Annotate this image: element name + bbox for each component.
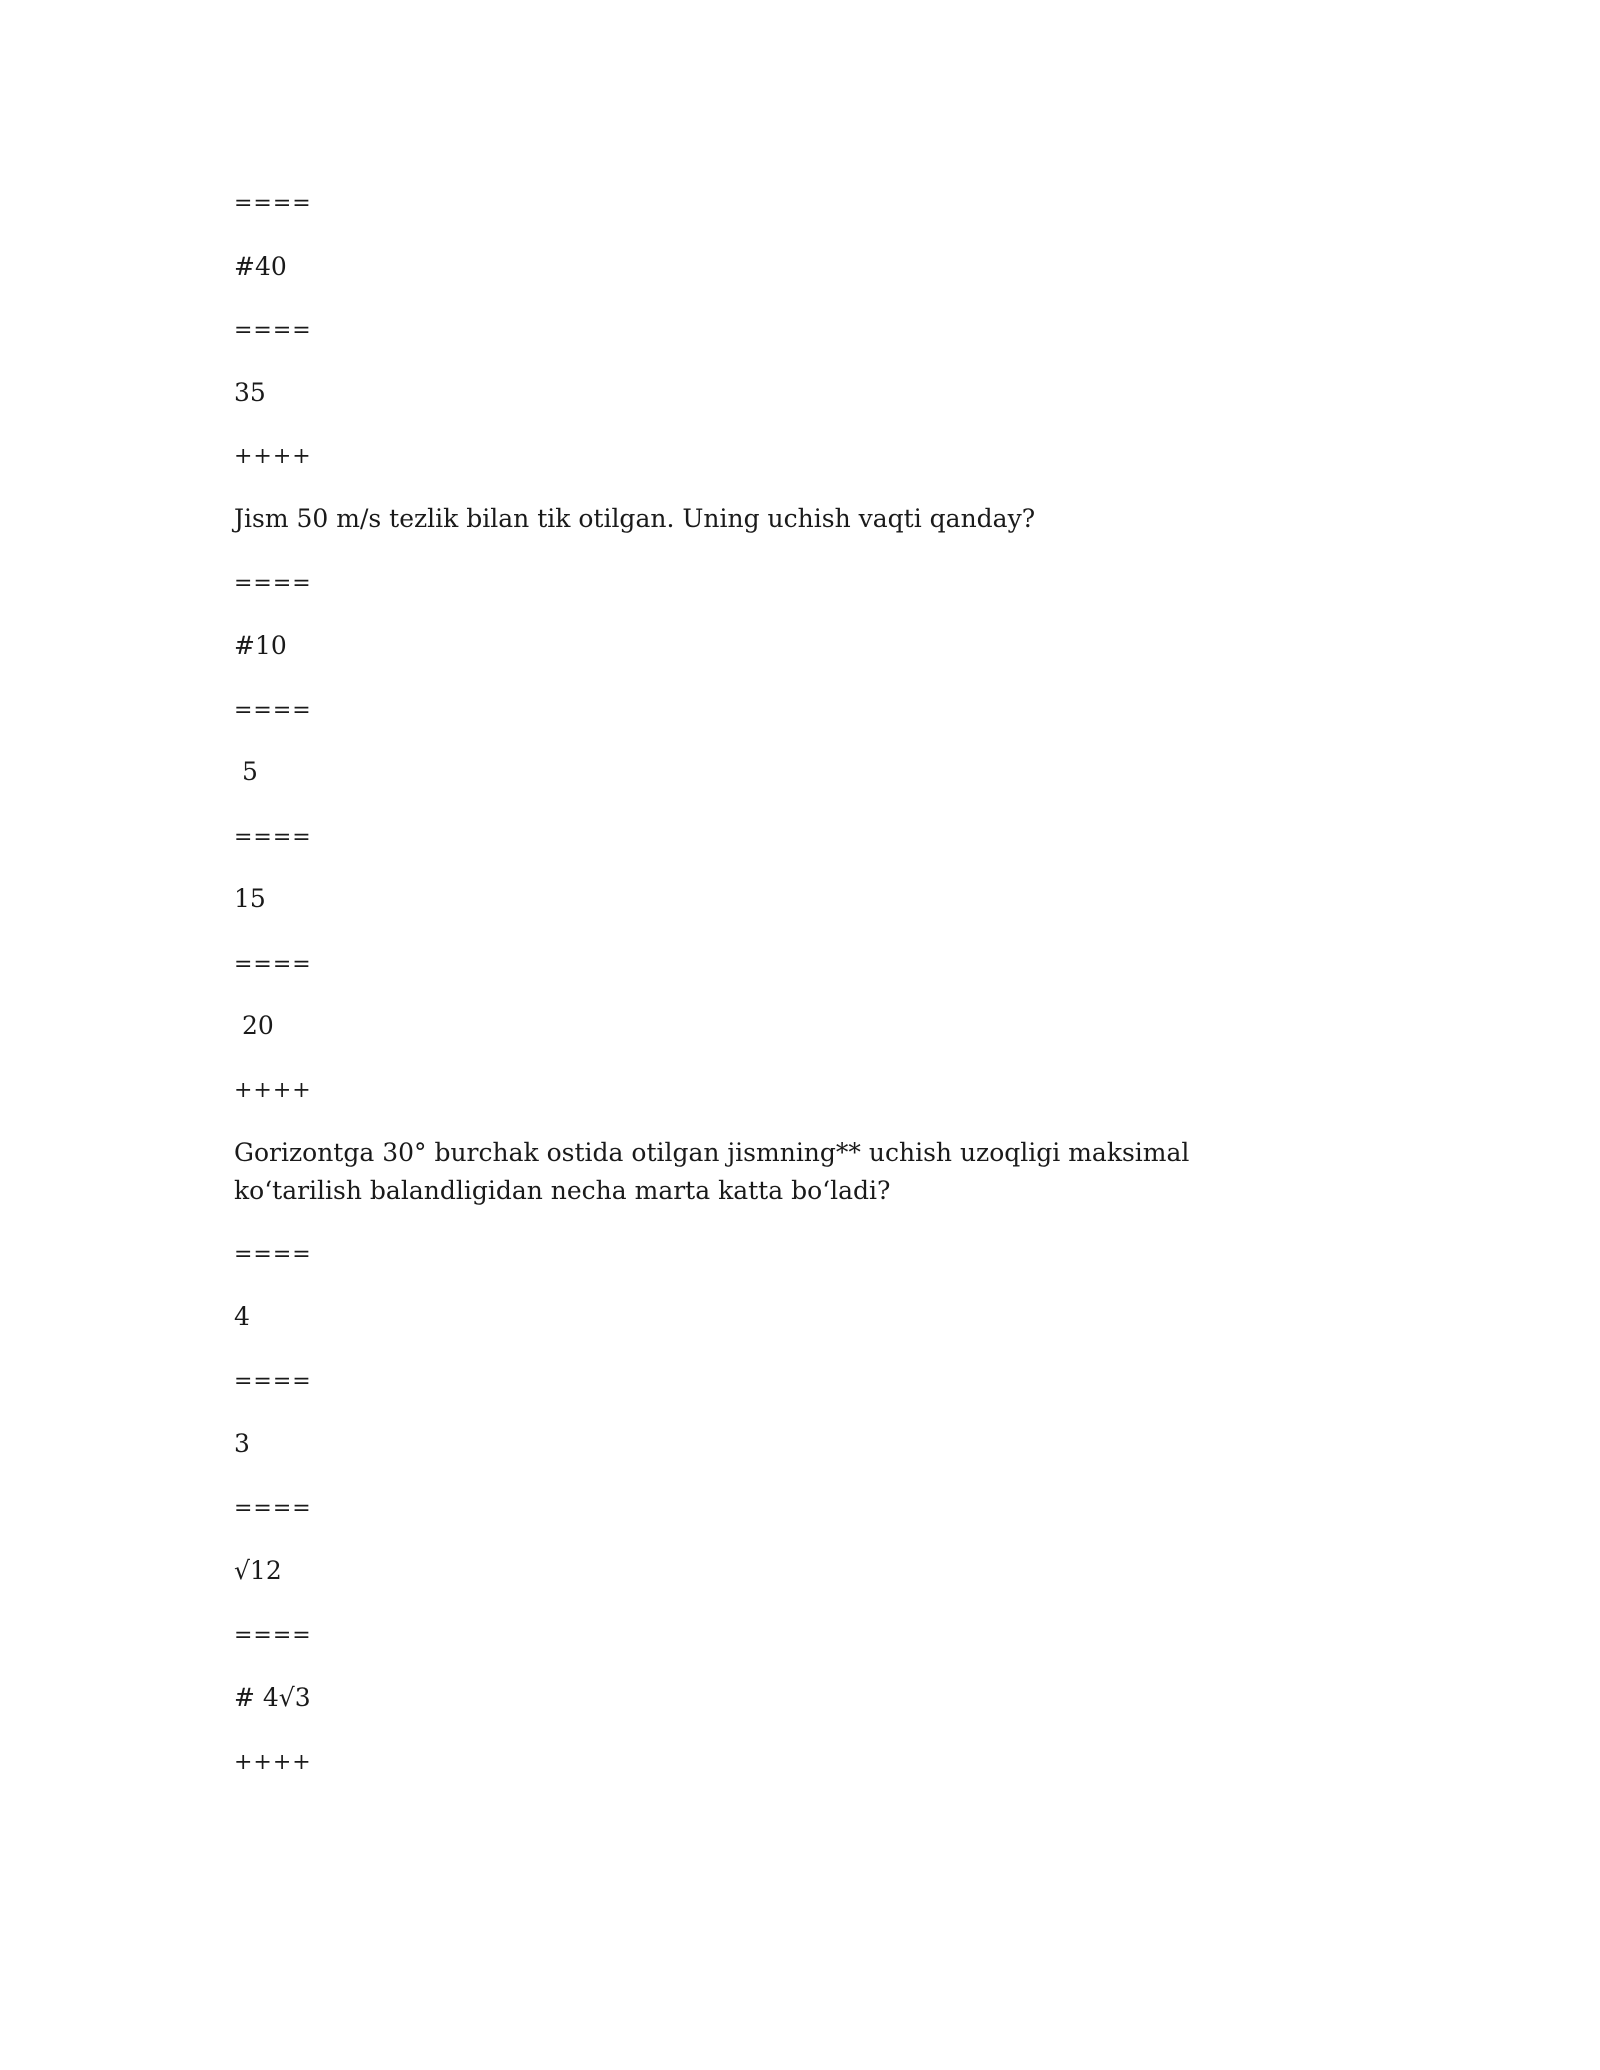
separator-line: ====: [234, 698, 312, 723]
separator-line: ====: [234, 1369, 312, 1394]
answer-option: 35: [234, 378, 266, 407]
answer-option: 4: [234, 1302, 250, 1331]
separator-line: ====: [234, 1623, 312, 1648]
separator-line: ====: [234, 952, 312, 977]
answer-option: √12: [234, 1556, 282, 1585]
answer-option: 15: [234, 884, 266, 913]
answer-option: # 4√3: [234, 1683, 311, 1712]
answer-option: 5: [234, 757, 258, 786]
block-end-marker: ++++: [234, 444, 312, 469]
block-end-marker: ++++: [234, 1078, 312, 1103]
separator-line: ====: [234, 191, 312, 216]
separator-line: ====: [234, 571, 312, 596]
answer-option: #10: [234, 631, 287, 660]
answer-option: 20: [234, 1011, 274, 1040]
block-end-marker: ++++: [234, 1750, 312, 1775]
separator-line: ====: [234, 1242, 312, 1267]
question-text: Jism 50 m/s tezlik bilan tik otilgan. Uning uchish vaqti qanday?: [234, 504, 1036, 533]
separator-line: ====: [234, 318, 312, 343]
separator-line: ====: [234, 825, 312, 850]
question-text: Gorizontga 30° burchak ostida otilgan jismning** uchish uzoqligi maksimal ko‘tarilish balandligidan necha marta katta bo‘ladi?: [234, 1138, 1190, 1205]
separator-line: ====: [234, 1496, 312, 1521]
answer-option: 3: [234, 1429, 250, 1458]
answer-option: #40: [234, 252, 287, 281]
